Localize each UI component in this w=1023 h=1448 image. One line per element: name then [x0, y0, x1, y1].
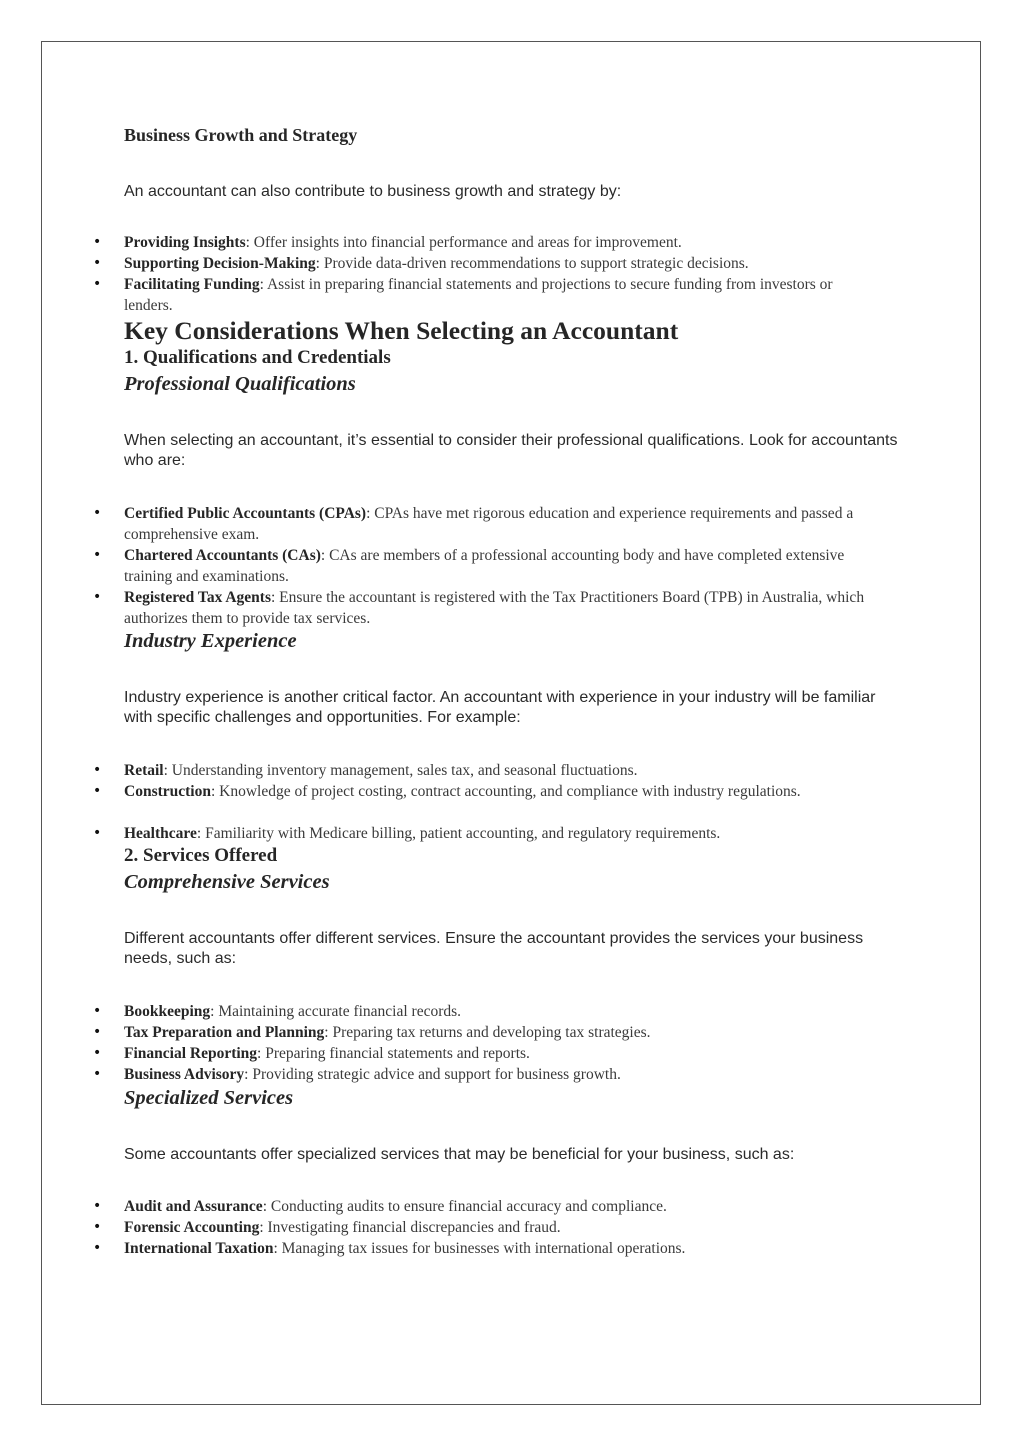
- industry-experience-heading: Industry Experience: [124, 630, 297, 652]
- qualifications-heading: 1. Qualifications and Credentials: [124, 347, 391, 368]
- list-item: Facilitating Funding: Assist in preparing financial statements and projections to secure funding from investors or lenders.: [124, 276, 833, 314]
- list-item: Business Advisory: Providing strategic advice and support for business growth.: [124, 1066, 621, 1083]
- list-item: Chartered Accountants (CAs): CAs are members of a professional accounting body and have completed extensive training and examinations.: [124, 547, 845, 585]
- list-item: Bookkeeping: Maintaining accurate financial records.: [124, 1003, 462, 1020]
- bullet: •: [93, 825, 102, 841]
- bullet: •: [93, 547, 102, 563]
- list-item: Registered Tax Agents: Ensure the accountant is registered with the Tax Practitioners Board (TPB) in Australia, which authorizes them to provide tax services.: [124, 589, 865, 627]
- list-item: Supporting Decision-Making: Provide data-driven recommendations to support strategic decisions.: [124, 255, 749, 272]
- list-item: Construction: Knowledge of project costing, contract accounting, and compliance with industry regulations.: [124, 783, 801, 800]
- list-item: Forensic Accounting: Investigating financial discrepancies and fraud.: [124, 1219, 561, 1236]
- bullet: •: [93, 276, 102, 292]
- list-item: Financial Reporting: Preparing financial statements and reports.: [124, 1045, 530, 1062]
- comprehensive-services-heading: Comprehensive Services: [124, 871, 330, 893]
- list-item: Tax Preparation and Planning: Preparing tax returns and developing tax strategies.: [124, 1024, 651, 1041]
- professional-intro: When selecting an accountant, it’s essential to consider their professional qualifications. Look for accountants who are:: [124, 432, 898, 469]
- services-heading: 2. Services Offered: [124, 845, 278, 866]
- specialized-intro: Some accountants offer specialized services that may be beneficial for your business, such as:: [124, 1146, 795, 1163]
- industry-intro: Industry experience is another critical factor. An accountant with experience in your industry will be familiar with specific challenges and opportunities. For example:: [124, 689, 876, 726]
- bullet: •: [93, 589, 102, 605]
- bullet: •: [93, 762, 102, 778]
- bullet: •: [93, 783, 102, 799]
- bullet: •: [93, 1003, 102, 1019]
- list-item: International Taxation: Managing tax issues for businesses with international operations.: [124, 1240, 686, 1257]
- comprehensive-intro: Different accountants offer different services. Ensure the accountant provides the services your business needs, such as:: [124, 930, 864, 967]
- section-heading-growth: Business Growth and Strategy: [124, 125, 358, 145]
- specialized-services-heading: Specialized Services: [124, 1087, 294, 1109]
- bullet: •: [93, 1024, 102, 1040]
- bullet: •: [93, 255, 102, 271]
- list-item: Audit and Assurance: Conducting audits to ensure financial accuracy and compliance.: [124, 1198, 667, 1215]
- list-item: Retail: Understanding inventory management, sales tax, and seasonal fluctuations.: [124, 762, 638, 779]
- main-heading: Key Considerations When Selecting an Accountant: [124, 316, 679, 345]
- bullet: •: [93, 234, 102, 250]
- list-item: Certified Public Accountants (CPAs): CPAs have met rigorous education and experience requirements and passed a comprehensive exam.: [124, 505, 854, 543]
- bullet: •: [93, 1240, 102, 1256]
- list-item: Providing Insights: Offer insights into financial performance and areas for improvement.: [124, 234, 682, 251]
- bullet: •: [93, 1045, 102, 1061]
- bullet: •: [93, 1066, 102, 1082]
- professional-qualifications-heading: Professional Qualifications: [124, 373, 356, 395]
- list-item: Healthcare: Familiarity with Medicare billing, patient accounting, and regulatory requirements.: [124, 825, 721, 842]
- bullet: •: [93, 1198, 102, 1214]
- bullet: •: [93, 505, 102, 521]
- growth-intro: An accountant can also contribute to business growth and strategy by:: [124, 183, 622, 200]
- bullet: •: [93, 1219, 102, 1235]
